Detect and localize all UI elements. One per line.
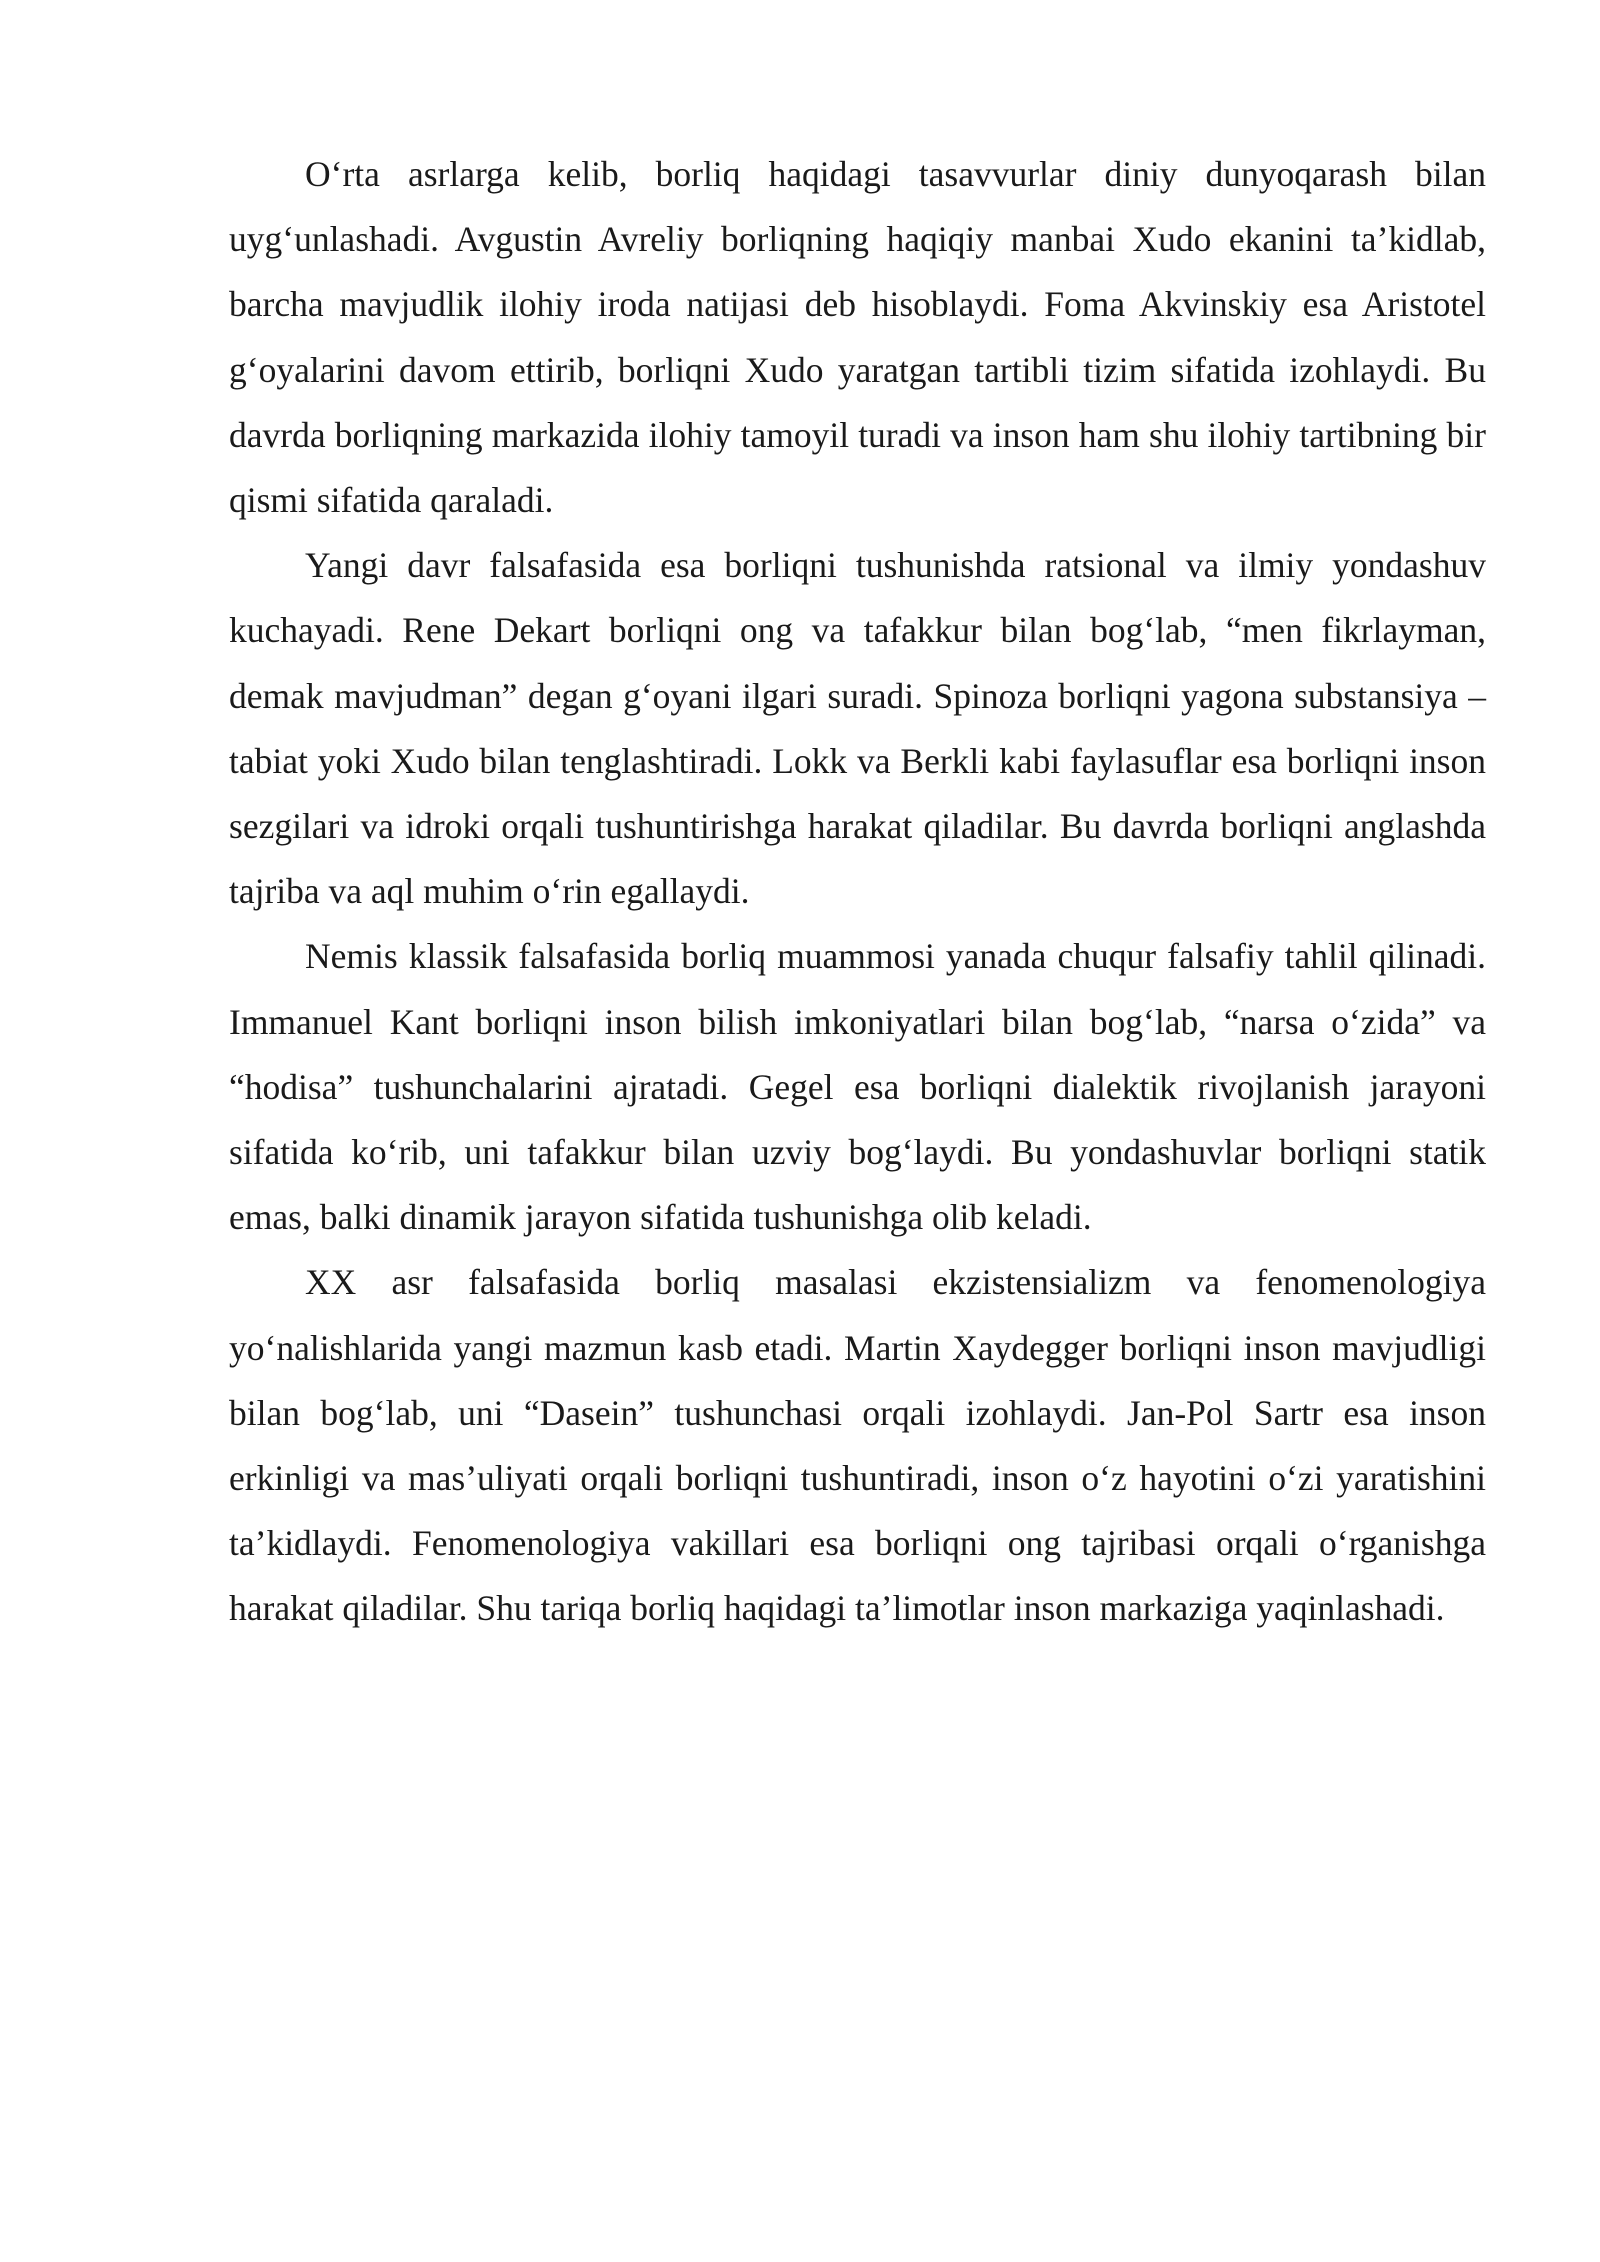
body-text: [229, 142, 1486, 1642]
paragraph-twentieth-century: XX asr falsafasida borliq masalasi ekzistensializm va fenomenologiya yo‘nalishlarida yangi mazmun kasb etadi. Martin Xaydegger borliqni inson mavjudligi bilan bog‘lab, uni “Dasein” tushunchasi orqali izohlaydi. Jan-Pol Sartr esa inson erkinligi va mas’uliyati orqali borliqni tushuntiradi, inson o‘z hayotini o‘zi yaratishini ta’kidlaydi. Fenomenologiya vakillari esa borliqni ong tajribasi orqali o‘rganishga harakat qiladilar. Shu tariqa borliq haqidagi ta’limotlar inson markaziga yaqinlashadi.: [229, 1262, 1486, 1629]
paragraph-german-classical: Nemis klassik falsafasida borliq muammosi yanada chuqur falsafiy tahlil qilinadi. Immanuel Kant borliqni inson bilish imkoniyatlari bilan bog‘lab, “narsa o‘zida” va “hodisa” tushunchalarini ajratadi. Gegel esa borliqni dialektik rivojlanish jarayoni sifatida ko‘rib, uni tafakkur bilan uzviy bog‘laydi. Bu yondashuvlar borliqni statik emas, balki dinamik jarayon sifatida tushunishga olib keladi.: [229, 936, 1486, 1238]
paragraph-modern-era: Yangi davr falsafasida esa borliqni tushunishda ratsional va ilmiy yondashuv kuchayadi. Rene Dekart borliqni ong va tafakkur bilan bog‘lab, “men fikrlayman, demak mavjudman” degan g‘oyani ilgari suradi. Spinoza borliqni yagona substansiya – tabiat yoki Xudo bilan tenglashtiradi. Lokk va Berkli kabi faylasuflar esa borliqni inson sezgilari va idroki orqali tushuntirishga harakat qiladilar. Bu davrda borliqni anglashda tajriba va aql muhim o‘rin egallaydi.: [229, 545, 1486, 912]
paragraph-middle-ages: O‘rta asrlarga kelib, borliq haqidagi tasavvurlar diniy dunyoqarash bilan uyg‘unlashadi. Avgustin Avreliy borliqning haqiqiy manbai Xudo ekanini ta’kidlab, barcha mavjudlik ilohiy iroda natijasi deb hisoblaydi. Foma Akvinskiy esa Aristotel g‘oyalarini davom ettirib, borliqni Xudo yaratgan tartibli tizim sifatida izohlaydi. Bu davrda borliqning markazida ilohiy tamoyil turadi va inson ham shu ilohiy tartibning bir qismi sifatida qaraladi.: [229, 154, 1486, 521]
